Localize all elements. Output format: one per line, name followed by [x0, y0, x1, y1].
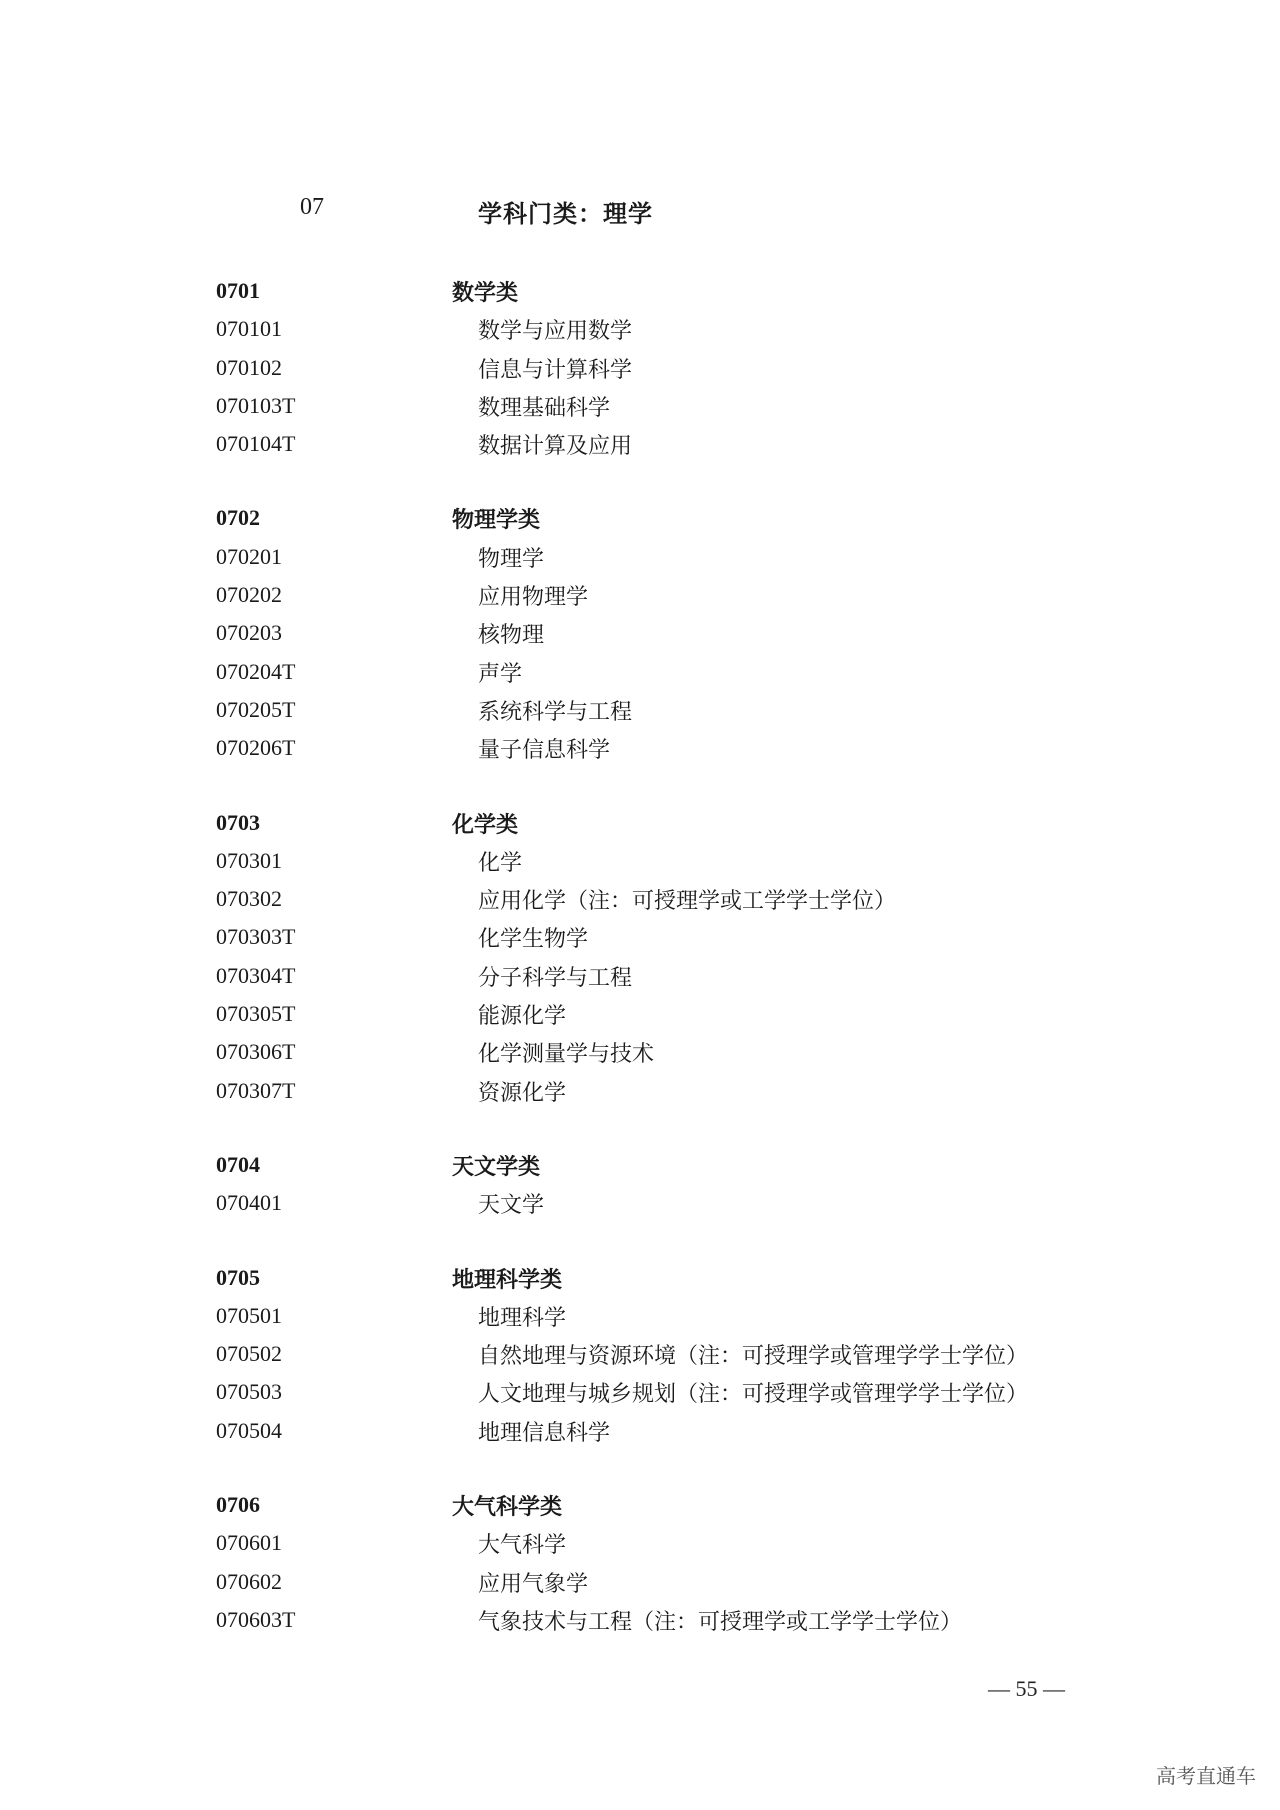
major-code: 070104T — [216, 431, 296, 457]
discipline-header — [300, 194, 1000, 230]
major-name: 应用物理学 — [478, 585, 589, 611]
major-code: 070302 — [216, 886, 282, 912]
major-row — [216, 1373, 1116, 1411]
major-row — [216, 538, 1116, 576]
major-code: 070503 — [216, 1379, 282, 1405]
category-group — [216, 1146, 1116, 1223]
major-row — [216, 957, 1116, 995]
category-code: 0703 — [216, 809, 260, 835]
major-code: 070202 — [216, 582, 282, 608]
major-row — [216, 880, 1116, 918]
major-code: 070401 — [216, 1190, 282, 1216]
major-row — [216, 349, 1116, 387]
category-name: 化学类 — [452, 812, 519, 838]
major-row — [216, 1563, 1116, 1601]
major-name: 应用化学（注：可授理学或工学学士学位） — [478, 889, 897, 915]
major-row — [216, 729, 1116, 767]
major-code: 070206T — [216, 735, 296, 761]
major-row — [216, 1601, 1116, 1639]
major-row — [216, 310, 1116, 348]
major-row — [216, 1072, 1116, 1110]
watermark-text: 高考直通车 — [1156, 1764, 1256, 1788]
category-code: 0705 — [216, 1264, 260, 1290]
major-row — [216, 918, 1116, 956]
major-code: 070502 — [216, 1341, 282, 1367]
major-name: 声学 — [478, 661, 523, 687]
major-code: 070205T — [216, 696, 296, 722]
major-name: 气象技术与工程（注：可授理学或工学学士学位） — [478, 1609, 963, 1635]
category-code: 0706 — [216, 1492, 260, 1518]
category-name: 数学类 — [452, 281, 519, 306]
major-code: 070602 — [216, 1568, 282, 1594]
major-row — [216, 1184, 1116, 1222]
major-name: 数理基础科学 — [478, 395, 611, 421]
category-row — [216, 1486, 1116, 1524]
major-row — [216, 1412, 1116, 1450]
major-name: 地理信息科学 — [478, 1420, 611, 1446]
category-group — [216, 804, 1116, 1110]
major-name: 化学 — [478, 850, 523, 876]
major-name: 地理科学 — [478, 1305, 567, 1331]
category-name: 地理科学类 — [452, 1267, 563, 1293]
major-name: 分子科学与工程 — [478, 965, 633, 991]
category-group — [216, 272, 1116, 463]
major-name: 能源化学 — [478, 1004, 567, 1030]
major-code: 070101 — [216, 316, 282, 342]
category-name: 大气科学类 — [452, 1495, 563, 1521]
major-name: 物理学 — [478, 546, 545, 572]
category-name: 物理学类 — [452, 508, 541, 534]
major-name: 自然地理与资源环境（注：可授理学或管理学学士学位） — [478, 1344, 1029, 1370]
category-row — [216, 1259, 1116, 1297]
category-code: 0704 — [216, 1151, 260, 1177]
major-name: 资源化学 — [478, 1080, 567, 1106]
category-group — [216, 1259, 1116, 1450]
major-row — [216, 1524, 1116, 1562]
category-code: 0701 — [216, 278, 260, 303]
category-row — [216, 272, 1116, 310]
major-row — [216, 995, 1116, 1033]
major-row — [216, 425, 1116, 463]
major-name: 人文地理与城乡规划（注：可授理学或管理学学士学位） — [478, 1382, 1029, 1408]
major-code: 070501 — [216, 1302, 282, 1328]
major-code: 070102 — [216, 354, 282, 380]
page-number: — 55 — — [988, 1676, 1065, 1701]
major-row — [216, 1335, 1116, 1373]
category-group — [216, 1486, 1116, 1639]
major-code: 070304T — [216, 962, 296, 988]
major-row — [216, 614, 1116, 652]
major-name: 化学测量学与技术 — [478, 1042, 655, 1068]
category-row — [216, 1146, 1116, 1184]
major-row — [216, 1297, 1116, 1335]
major-code: 070301 — [216, 847, 282, 873]
major-name: 核物理 — [478, 623, 545, 649]
major-name: 天文学 — [478, 1193, 545, 1219]
major-name: 大气科学 — [478, 1533, 567, 1559]
major-code: 070204T — [216, 658, 296, 684]
major-code: 070307T — [216, 1077, 296, 1103]
major-name: 信息与计算科学 — [478, 357, 633, 383]
discipline-title: 学科门类：理学 — [478, 200, 653, 228]
major-name: 化学生物学 — [478, 927, 589, 953]
major-row — [216, 1033, 1116, 1071]
category-row — [216, 499, 1116, 537]
category-name: 天文学类 — [452, 1154, 541, 1180]
major-code: 070306T — [216, 1039, 296, 1065]
major-name: 系统科学与工程 — [478, 699, 633, 725]
category-row — [216, 804, 1116, 842]
major-code: 070201 — [216, 543, 282, 569]
major-row — [216, 653, 1116, 691]
major-code: 070603T — [216, 1606, 296, 1632]
major-row — [216, 691, 1116, 729]
major-code: 070305T — [216, 1001, 296, 1027]
major-catalog — [216, 272, 1116, 1675]
major-code: 070601 — [216, 1530, 282, 1556]
major-code: 070203 — [216, 620, 282, 646]
major-row — [216, 576, 1116, 614]
category-code: 0702 — [216, 505, 260, 531]
major-row — [216, 387, 1116, 425]
major-code: 070103T — [216, 392, 296, 418]
major-name: 数据计算及应用 — [478, 434, 633, 460]
discipline-code: 07 — [300, 194, 324, 220]
major-name: 数学与应用数学 — [478, 319, 633, 345]
major-name: 量子信息科学 — [478, 738, 611, 764]
major-code: 070504 — [216, 1417, 282, 1443]
major-name: 应用气象学 — [478, 1571, 589, 1597]
category-group — [216, 499, 1116, 767]
major-row — [216, 842, 1116, 880]
major-code: 070303T — [216, 924, 296, 950]
